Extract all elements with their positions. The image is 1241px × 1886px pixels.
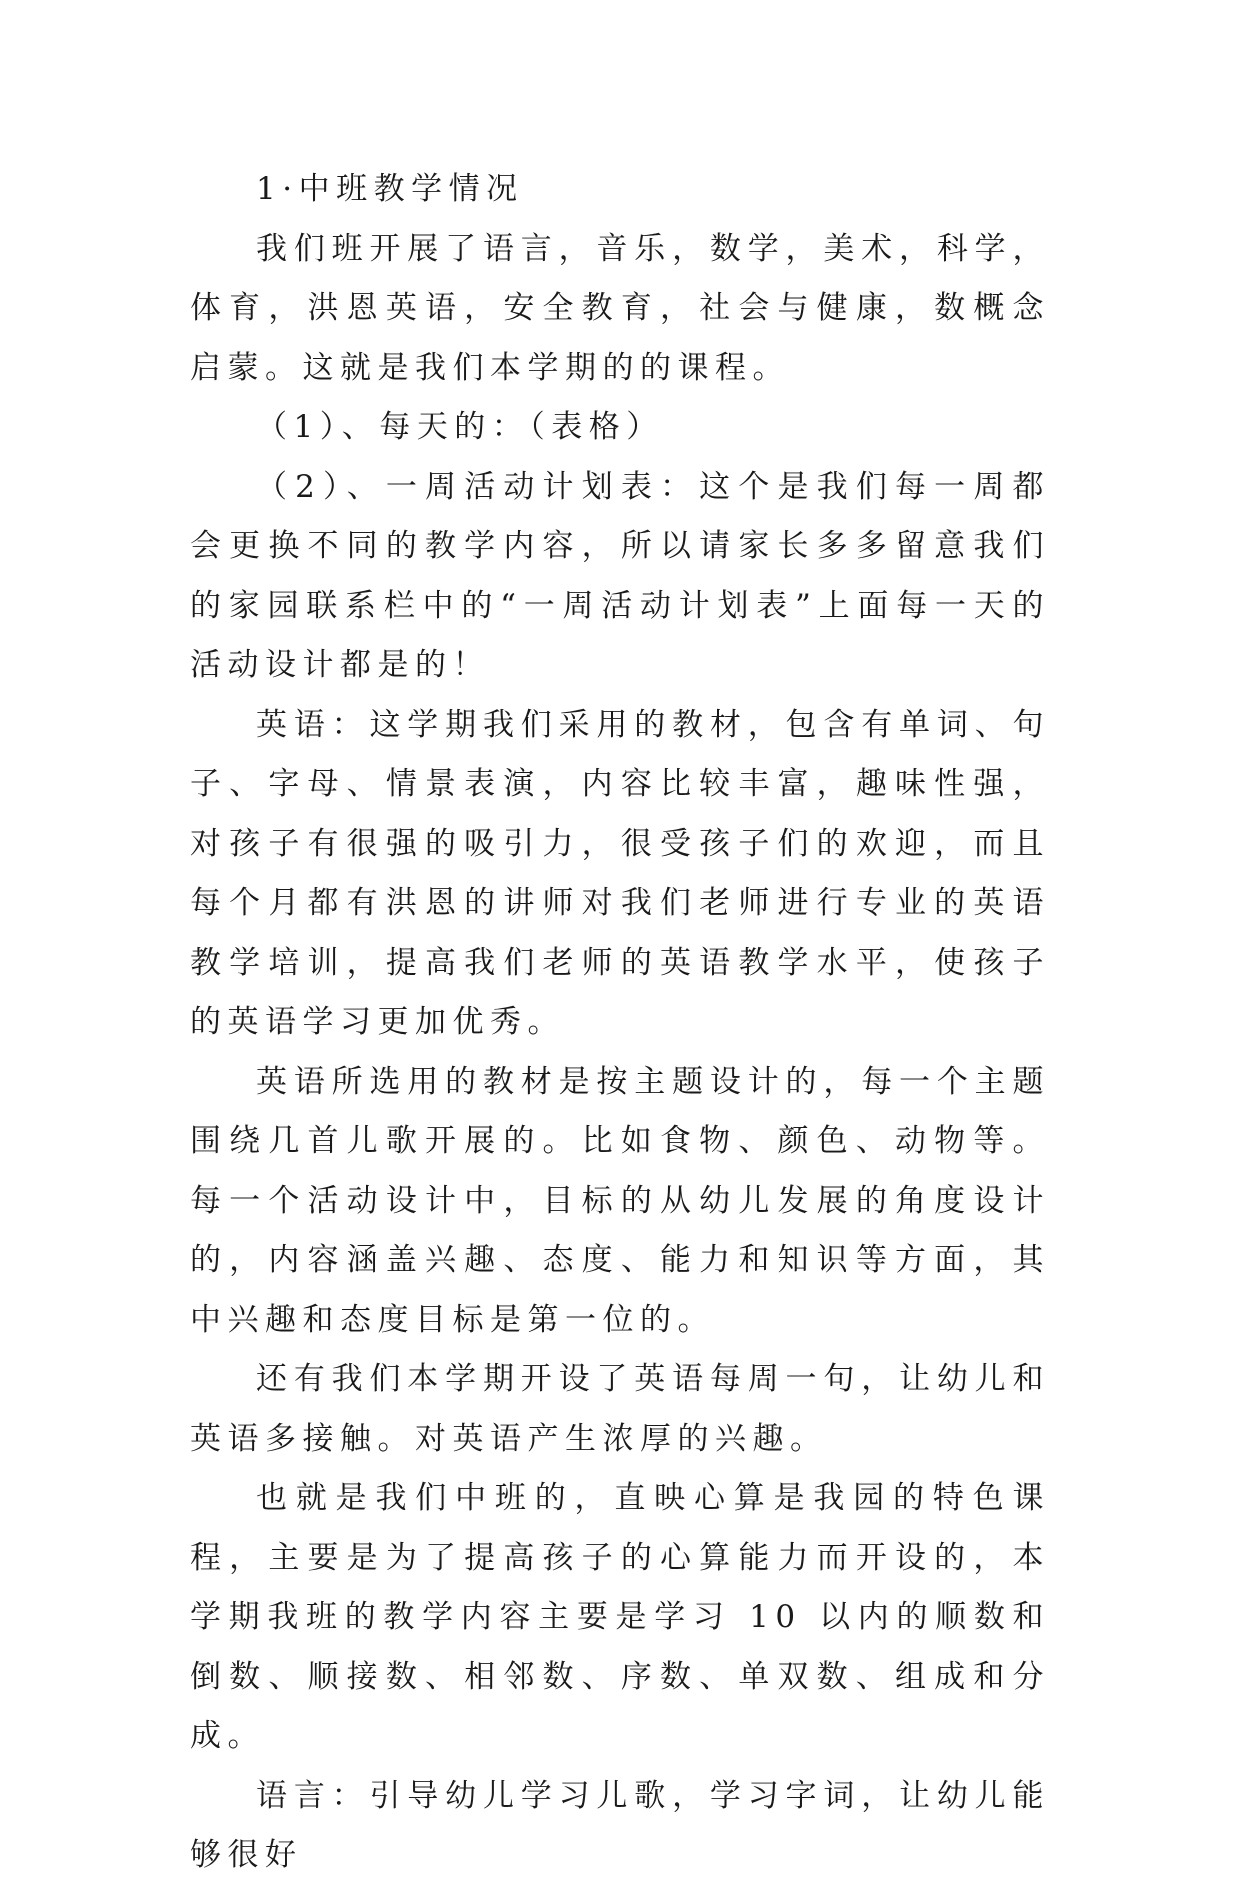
paragraph-courses: 我们班开展了语言，音乐，数学，美术，科学，体育，洪恩英语，安全教育，社会与健康，数概念启蒙。这就是我们本学期的的课程。 [190,230,1050,386]
paragraph-english: 英语：这学期我们采用的教材，包含有单词、句子、字母、情景表演，内容比较丰富，趣味性强，对孩子有很强的吸引力，很受孩子们的欢迎，而且每个月都有洪恩的讲师对我们老师进行专业的英语教学培训，提高我们老师的英语教学水平，使孩子的英语学习更加优秀。 [190,706,1050,1040]
paragraph-weekly-plan: （2）、一周活动计划表：这个是我们每一周都会更换不同的教学内容，所以请家长多多留意我们的家园联系栏中的“一周活动计划表”上面每一天的活动设计都是的！ [190,468,1050,683]
paragraph-daily-table: （1）、每天的：（表格） [256,409,664,445]
paragraph-english-weekly: 还有我们本学期开设了英语每周一句，让幼儿和英语多接触。对英语产生浓厚的兴趣。 [190,1361,1050,1457]
paragraph-language: 语言：引导幼儿学习儿歌，学习字词，让幼儿能够很好 [190,1777,1050,1873]
document-body [190,160,1050,1886]
paragraph-english-materials: 英语所选用的教材是按主题设计的，每一个主题围绕几首儿歌开展的。比如食物、颜色、动物等。每一个活动设计中，目标的从幼儿发展的角度设计的，内容涵盖兴趣、态度、能力和知识等方面，其中兴趣和态度目标是第一位的。 [190,1063,1050,1338]
paragraph-mental-math: 也就是我们中班的，直映心算是我园的特色课程，主要是为了提高孩子的心算能力而开设的，本学期我班的教学内容主要是学习 10 以内的顺数和倒数、顺接数、相邻数、序数、单双数、组成和分成。 [190,1480,1050,1754]
section-heading: 1·中班教学情况 [256,171,524,207]
